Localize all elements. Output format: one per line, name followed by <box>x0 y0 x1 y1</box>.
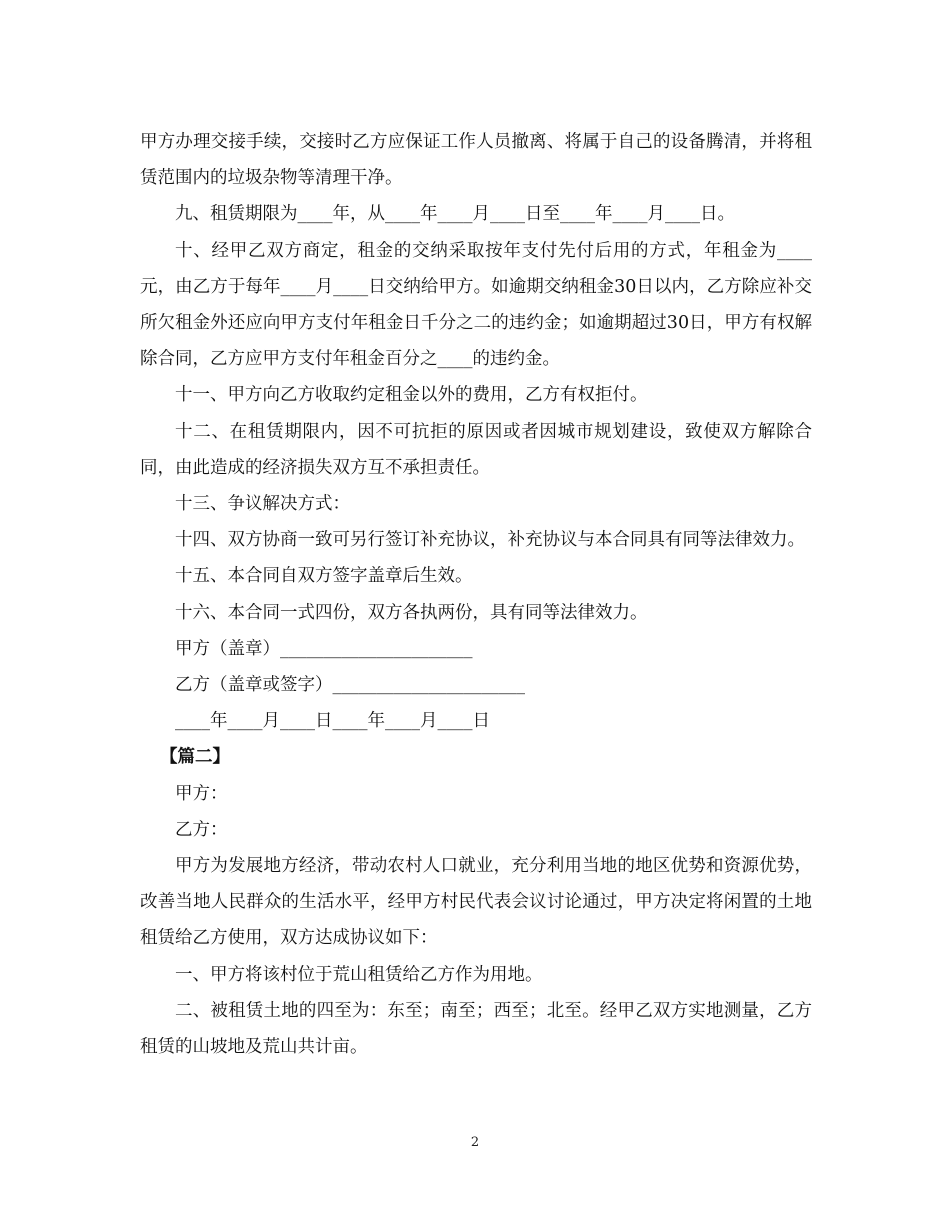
agreement-intro: 甲方为发展地方经济，带动农村人口就业，充分利用当地的地区优势和资源优势，改善当地人民群众的生活水平，经甲方村民代表会议讨论通过，甲方决定将闲置的土地租赁给乙方使用，双方达成协议如下： <box>140 856 812 949</box>
clause-12-force-majeure: 十二、在租赁期限内，因不可抗拒的原因或者因城市规划建设，致使双方解除合同，由此造成的经济损失双方互不承担责任。 <box>140 421 812 478</box>
clause-15-effective: 十五、本合同自双方签字盖章后生效。 <box>175 566 473 587</box>
paragraph-continuation: 甲方办理交接手续，交接时乙方应保证工作人员撤离、将属于自己的设备腾清，并将租赁范围内的垃圾杂物等清理干净。 <box>140 132 812 189</box>
party-b-label: 乙方： <box>175 819 228 840</box>
document-body <box>140 124 812 1065</box>
clause-9-lease-term: 九、租赁期限为____年，从____年____月____日至____年____月____日。 <box>175 204 735 225</box>
clause-16-copies: 十六、本合同一式四份，双方各执两份，具有同等法律效力。 <box>175 602 648 623</box>
signature-dates-line: ____年____月____日____年____月____日 <box>175 711 490 732</box>
party-a-label: 甲方： <box>175 783 228 804</box>
party-b-seal-line: 乙方（盖章或签字）______________________ <box>175 675 525 696</box>
clause-14-supplement: 十四、双方协商一致可另行签订补充协议，补充协议与本合同具有同等法律效力。 <box>175 530 805 551</box>
page-number: 2 <box>470 1135 480 1150</box>
clause-10-rent-payment: 十、经甲乙双方商定，租金的交纳采取按年支付先付后用的方式，年租金为____元，由乙方于每年____月____日交纳给甲方。如逾期交纳租金30日以内，乙方除应补交所欠租金外还应向甲方支付年租金日千分之二的违约金；如逾期超过30日，甲方有权解除合同，乙方应甲方支付年租金百分之____的违约金。 <box>140 240 812 370</box>
party-a-seal-line: 甲方（盖章）______________________ <box>175 638 473 659</box>
article-2-boundaries: 二、被租赁土地的四至为：东至；南至；西至；北至。经甲乙双方实地测量，乙方租赁的山坡地及荒山共计亩。 <box>140 1000 812 1058</box>
section-heading: 【篇二】 <box>160 747 230 768</box>
article-1-land: 一、甲方将该村位于荒山租赁给乙方作为用地。 <box>175 964 543 985</box>
clause-11-extra-fees: 十一、甲方向乙方收取约定租金以外的费用，乙方有权拒付。 <box>175 385 648 406</box>
clause-13-dispute: 十三、争议解决方式： <box>175 494 350 515</box>
